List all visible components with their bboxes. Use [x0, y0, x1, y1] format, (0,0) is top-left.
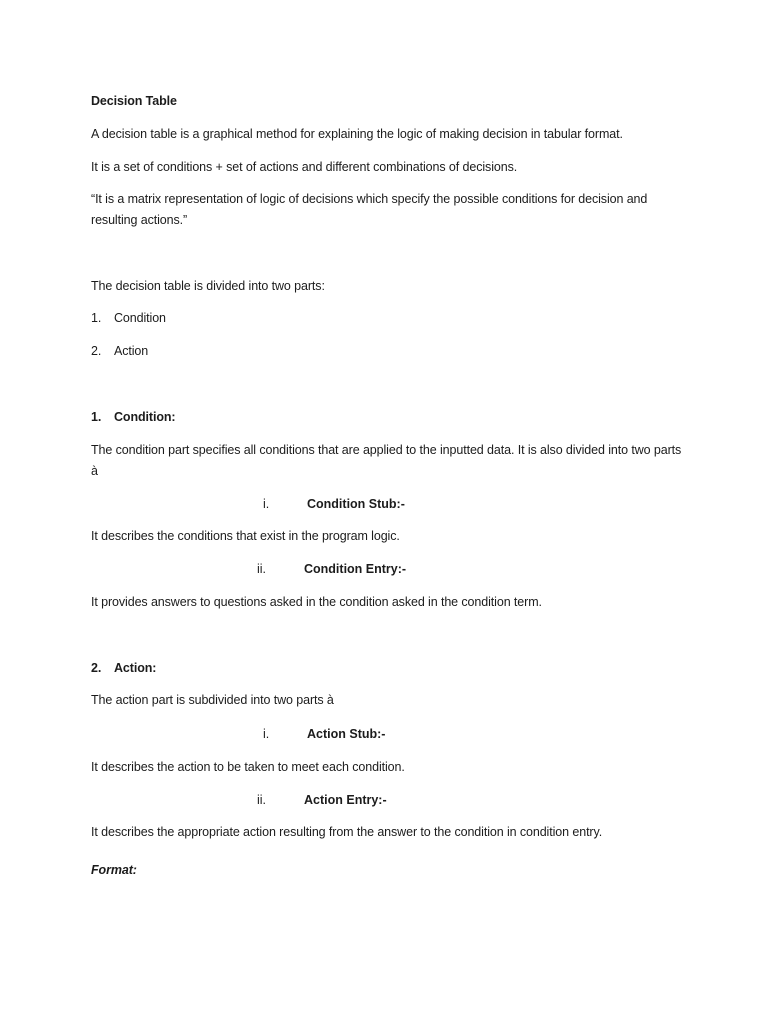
condition-entry-text: It provides answers to questions asked in the condition asked in the condition term.	[91, 595, 542, 609]
list-item-action	[91, 341, 148, 362]
action-stub-number: i.	[263, 727, 270, 741]
section-title: Action:	[114, 661, 157, 675]
section-heading-action	[91, 658, 156, 679]
section-number: 2.	[91, 661, 102, 675]
paragraph-matrix-quote: “It is a matrix representation of logic of decisions which specify the possible conditions for decision and resulting actions.”	[91, 192, 648, 227]
condition-stub-title: Condition Stub:-	[307, 497, 405, 511]
condition-stub-number: i.	[263, 497, 270, 511]
condition-entry-title: Condition Entry:-	[304, 562, 407, 576]
document-heading: Decision Table	[91, 94, 177, 108]
action-stub-title: Action Stub:-	[307, 727, 386, 741]
list-number: 1.	[91, 311, 102, 325]
format-label: Format:	[91, 863, 137, 877]
paragraph-definition: A decision table is a graphical method for explaining the logic of making decision in tabular format.	[91, 127, 623, 141]
paragraph-divided-intro: The decision table is divided into two parts:	[91, 279, 325, 293]
condition-entry-number: ii.	[257, 562, 267, 576]
action-stub-text: It describes the action to be taken to meet each condition.	[91, 760, 405, 774]
action-entry-text: It describes the appropriate action resulting from the answer to the condition in condition entry.	[91, 825, 603, 839]
condition-description: The condition part specifies all conditions that are applied to the inputted data. It is also divided into two parts à	[91, 443, 682, 478]
list-item-condition	[91, 308, 166, 329]
section-title: Condition:	[114, 410, 176, 424]
section-heading-condition	[91, 407, 175, 428]
list-label: Condition	[114, 311, 166, 325]
action-description: The action part is subdivided into two parts à	[91, 693, 334, 707]
section-number: 1.	[91, 410, 102, 424]
list-number: 2.	[91, 344, 102, 358]
action-entry-number: ii.	[257, 793, 267, 807]
action-entry-title: Action Entry:-	[304, 793, 387, 807]
list-label: Action	[114, 344, 149, 358]
paragraph-set-of-conditions: It is a set of conditions + set of actions and different combinations of decisions.	[91, 160, 518, 174]
condition-stub-text: It describes the conditions that exist in the program logic.	[91, 529, 400, 543]
